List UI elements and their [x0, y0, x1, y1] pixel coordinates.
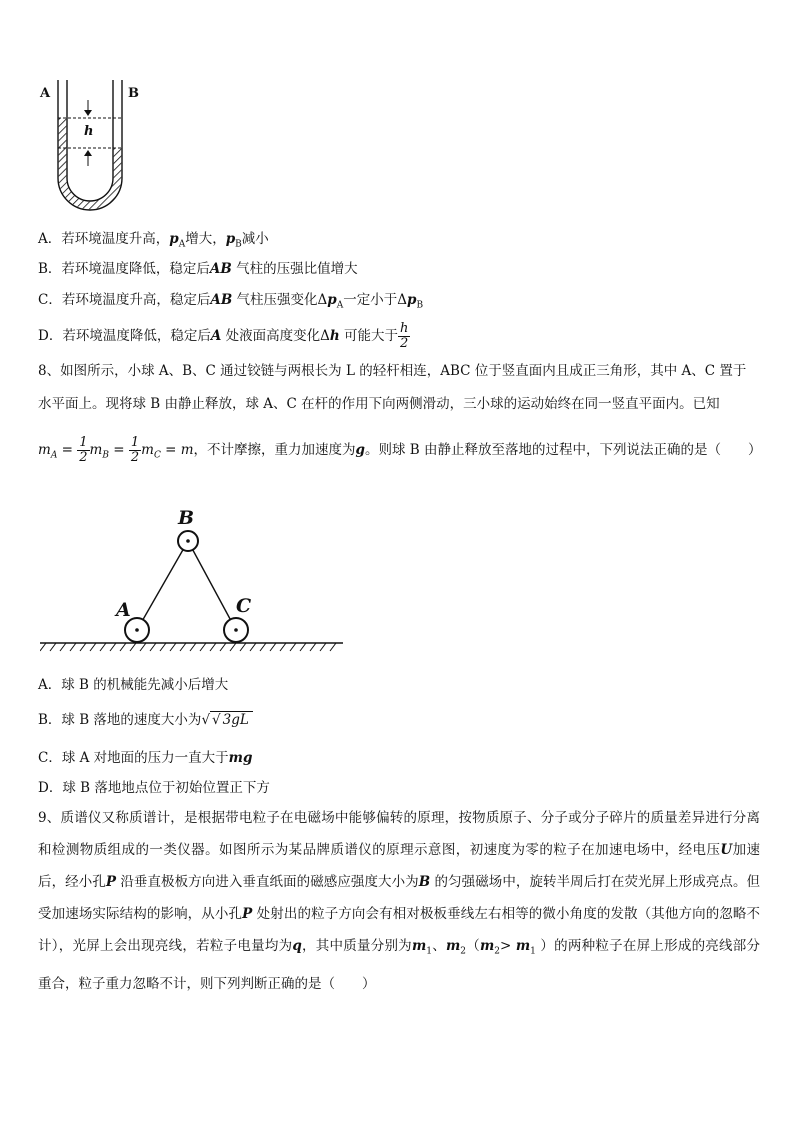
fraction-h-over-2: $\frac{h}{2}$ — [399, 321, 409, 351]
ball-label-a: A — [116, 599, 131, 621]
q8-option-d: D．球 B 落地地点位于初始位置正下方 — [38, 780, 270, 796]
triangle-svg — [40, 505, 350, 660]
q8-option-c: C．球 A 对地面的压力一直大于mg — [38, 750, 253, 766]
q7-option-d: D．若环境温度降低，稳定后A 处液面高度变化Δh 可能大于 $\frac{h}{2}$ — [38, 321, 409, 351]
mass-relation-formula: $m_A$ = $\frac{1}{2}$ $m_B$ = $\frac{1}{2}$ $m_C = m$ — [38, 435, 194, 465]
q8-line-3: $m_A$ = $\frac{1}{2}$ $m_B$ = $\frac{1}{2}$ $m_C = m$，不计摩擦，重力加速度为g。则球 B 由静止释放至落地的过程中，下列说法正确的是（ ） — [38, 435, 762, 465]
q8-option-a: A．球 B 的机械能先减小后增大 — [38, 677, 229, 693]
tube-label-h: h — [84, 124, 94, 139]
tube-label-b: B — [128, 86, 139, 101]
q8-line-1: 8、如图所示，小球 A、B、C 通过铰链与两根长为 L 的轻杆相连，ABC 位于竖直面内且成正三角形，其中 A、C 置于 — [38, 363, 747, 379]
triangle-ball-diagram — [40, 505, 350, 660]
ball-label-c: C — [236, 595, 252, 617]
q8-option-b: B．球 B 落地的速度大小为√ √ 3gL — [38, 709, 253, 731]
q7-option-b: B．若环境温度降低，稳定后AB 气柱的压强比值增大 — [38, 261, 358, 277]
ball-label-b: B — [178, 507, 195, 529]
u-tube-diagram — [36, 78, 146, 228]
tube-label-a: A — [40, 86, 51, 101]
q9-paragraph: 9、质谱仪又称质谱计，是根据带电粒子在电磁场中能够偏转的原理，按物质原子、分子或分子碎片的质量差异进行分离和检测物质组成的一类仪器。如图所示为某品牌质谱仪的原理示意图，初速度为零的粒子在加速电场中，经电压U加速后，经小孔P 沿垂直极板方向进入垂直纸面的磁感应强度大小为B 的匀强磁场中，旋转半周后打在荧光屏上形成亮点。但受加速场实际结构的影响，从小孔P 处射出的粒子方向会有相对极板垂线左右相等的微小角度的发散（其他方向的忽略不计），光屏上会出现亮线，若粒子电量均为q，其中质量分别为$m_1$、$m_2(m_2> m_1$ ）的两种粒子在屏上形成的亮线部分重合，粒子重力忽略不计，则下列判断正确的是（ ） — [38, 810, 761, 992]
q8-line-2: 水平面上。现将球 B 由静止释放，球 A、C 在杆的作用下向两侧滑动，三小球的运动始终在同一竖直平面内。已知 — [38, 396, 720, 412]
q7-option-a: A．若环境温度升高，$p_A$增大，$p_B$减小 — [38, 231, 269, 250]
sqrt-expression: √ √ 3gL — [201, 711, 252, 728]
q7-option-c: C．若环境温度升高，稳定后AB 气柱压强变化$\Delta p_A$一定小于$\Delta p_B$ — [38, 292, 424, 311]
